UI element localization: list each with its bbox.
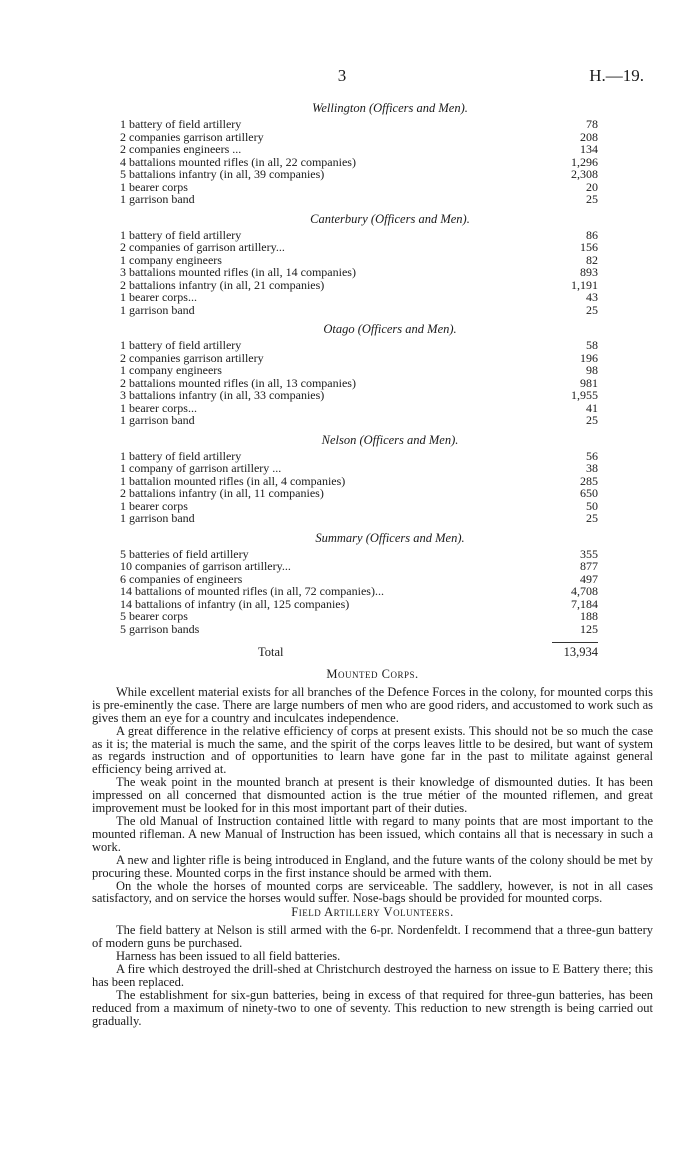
row-value: 86 (586, 227, 598, 242)
row-label: 3 battalions infantry (in all, 33 companies) (120, 388, 325, 402)
table-row (92, 304, 598, 317)
paragraph: On the whole the horses of mounted corps are serviceable. The saddlery, however, is not in all cases satisfactory, and on service the horses would suffer. Nose-bags should be provided for mounted corps. (92, 878, 653, 906)
paragraph: The old Manual of Instruction contained little with regard to many points that are most important to the mounted rifleman. A new Manual of Instruction has been issued, which contains all that is necessary in such a work. (92, 813, 653, 854)
paragraph: The field battery at Nelson is still armed with the 6-pr. Nordenfeldt. I recommend that a three-gun battery of modern guns be purchased. (92, 923, 653, 951)
table-row (92, 487, 598, 500)
table-row (92, 291, 598, 304)
total-row (92, 645, 598, 660)
row-value: 25 (586, 302, 598, 317)
row-label: 5 garrison bands (120, 621, 200, 636)
paragraph: Harness has been issued to all field batteries. (116, 949, 341, 964)
strength-tables (92, 99, 598, 660)
table-row (92, 241, 598, 254)
row-label: 1 battery of field artillery (120, 338, 242, 352)
row-label: 1 battery of field artillery (120, 117, 242, 131)
row-label: 3 battalions mounted rifles (in all, 14 companies) (120, 265, 356, 279)
row-value: 125 (580, 621, 598, 636)
total-label: Total (258, 645, 284, 659)
paragraph: While excellent material exists for all branches of the Defence Forces in the colony, for mounted corps this is pre-eminently the case. There are large numbers of men who are good riders, and accustomed to work such as gives them an eye for a country and inculcates independence. (92, 684, 653, 725)
table-row (92, 414, 598, 427)
row-label: 1 bearer corps (120, 498, 188, 513)
row-value: 134 (580, 142, 598, 156)
table-row (92, 389, 598, 402)
row-value: 355 (580, 546, 598, 561)
section-title: Canterbury (Officers and Men). (310, 211, 470, 226)
row-label: 5 batteries of field artillery (120, 546, 249, 561)
row-value: 43 (586, 290, 598, 304)
section-title: Wellington (Officers and Men). (312, 101, 468, 115)
row-label: 5 bearer corps (120, 609, 188, 623)
row-value: 38 (586, 461, 598, 475)
row-label: 1 garrison band (120, 192, 195, 206)
row-value: 58 (586, 338, 598, 352)
row-label: 2 companies garrison artillery (120, 129, 264, 144)
table-row (92, 560, 598, 573)
table-row (92, 462, 598, 475)
row-value: 1,296 (571, 154, 598, 169)
row-value: 82 (586, 252, 598, 267)
row-value: 208 (580, 129, 598, 144)
table-row (92, 266, 598, 279)
row-label: 1 garrison band (120, 511, 195, 525)
row-value: 156 (580, 240, 598, 254)
section-title: Nelson (Officers and Men). (321, 432, 459, 447)
row-value: 25 (586, 413, 598, 427)
document-reference: H.—19. (589, 66, 644, 85)
row-label: 1 company engineers (120, 252, 222, 267)
row-value: 41 (586, 400, 598, 415)
row-label: 1 garrison band (120, 302, 195, 317)
row-label: 14 battalions of mounted rifles (in all, 72 companies)... (120, 584, 384, 598)
table-row (92, 585, 598, 598)
row-label: 1 garrison band (120, 413, 195, 427)
row-label: 14 battalions of infantry (in all, 125 companies) (120, 596, 350, 611)
page-number: 3 (337, 66, 347, 85)
total-rule (552, 642, 598, 643)
table-row (92, 512, 598, 525)
table-row (92, 623, 598, 636)
section-title: Otago (Officers and Men). (323, 322, 457, 336)
row-label: 1 company of garrison artillery ... (120, 461, 282, 475)
row-value: 25 (586, 192, 598, 206)
row-value: 56 (586, 448, 598, 463)
paragraph: A fire which destroyed the drill-shed at Christchurch destroyed the harness on issue to E Battery there; this has been replaced. (92, 961, 653, 989)
row-label: 4 battalions mounted rifles (in all, 22 companies) (120, 154, 356, 169)
row-label: 2 companies of garrison artillery... (120, 240, 285, 254)
row-value: 981 (580, 375, 598, 390)
row-value: 1,191 (571, 277, 598, 292)
table-row (92, 143, 598, 156)
row-label: 2 battalions mounted rifles (in all, 13 companies) (120, 375, 356, 390)
paragraph: A great difference in the relative efficiency of corps at present exists. This should not be so much the case as it is; the material is much the same, and the spirit of the corps leaves little to be desired, but want of system as regards instruction and of opportunities to learn have gone far in the past to militate against general efficiency being arrived at. (92, 723, 653, 777)
row-label: 1 battery of field artillery (120, 448, 242, 463)
row-label: 1 company engineers (120, 363, 222, 377)
row-value: 196 (580, 350, 598, 365)
row-value: 1,955 (571, 388, 598, 402)
section-title: Summary (Officers and Men). (315, 530, 465, 545)
table-row (92, 193, 598, 206)
field-artillery-heading: Field Artillery Volunteers. (291, 905, 454, 920)
table-row (92, 118, 598, 131)
table-row (92, 168, 598, 181)
paragraph: A new and lighter rifle is being introduced in England, and the future wants of the colony should be met by procuring these. Mounted corps in the first instance should be armed with them. (92, 852, 653, 880)
mounted-corps-heading: Mounted Corps. (326, 667, 419, 681)
row-value: 285 (580, 473, 598, 488)
row-value: 2,308 (571, 167, 598, 181)
table-row (92, 610, 598, 623)
row-value: 7,184 (571, 596, 598, 611)
table-row (92, 339, 598, 352)
paragraph: The weak point in the mounted branch at present is their knowledge of dismounted duties. It has been impressed on all concerned that dismounted action is the true métier of the mounted riflemen, and great improvement must be looked for in this most important part of their duties. (92, 775, 653, 816)
row-label: 2 companies engineers ... (120, 142, 242, 156)
row-value: 4,708 (571, 584, 598, 598)
row-label: 1 bearer corps... (120, 400, 197, 415)
row-value: 50 (586, 498, 598, 513)
row-label: 1 battery of field artillery (120, 227, 242, 242)
paragraph: The establishment for six-gun batteries, being in excess of that required for three-gun batteries, has been reduced from a maximum of ninety-two to one of seventy. This reduction to new strength is being carried out gradually. (92, 987, 653, 1028)
row-label: 10 companies of garrison artillery... (120, 559, 291, 573)
row-value: 650 (580, 486, 598, 500)
row-label: 2 companies garrison artillery (120, 350, 264, 365)
row-label: 1 bearer corps... (120, 290, 197, 304)
row-label: 1 battalion mounted rifles (in all, 4 companies) (120, 473, 346, 488)
body-text (92, 667, 653, 1027)
row-value: 877 (580, 559, 598, 573)
row-value: 188 (580, 609, 598, 623)
row-value: 20 (586, 179, 598, 194)
table-row (92, 364, 598, 377)
row-label: 6 companies of engineers (120, 571, 243, 586)
total-value: 13,934 (563, 645, 598, 659)
row-value: 98 (586, 363, 598, 377)
row-label: 2 battalions infantry (in all, 11 companies) (120, 486, 324, 500)
row-value: 893 (580, 265, 598, 279)
row-value: 78 (586, 117, 598, 131)
row-value: 25 (586, 511, 598, 525)
row-value: 497 (580, 571, 598, 586)
row-label: 5 battalions infantry (in all, 39 companies) (120, 167, 325, 181)
row-label: 2 battalions infantry (in all, 21 companies) (120, 277, 325, 292)
row-label: 1 bearer corps (120, 179, 188, 194)
